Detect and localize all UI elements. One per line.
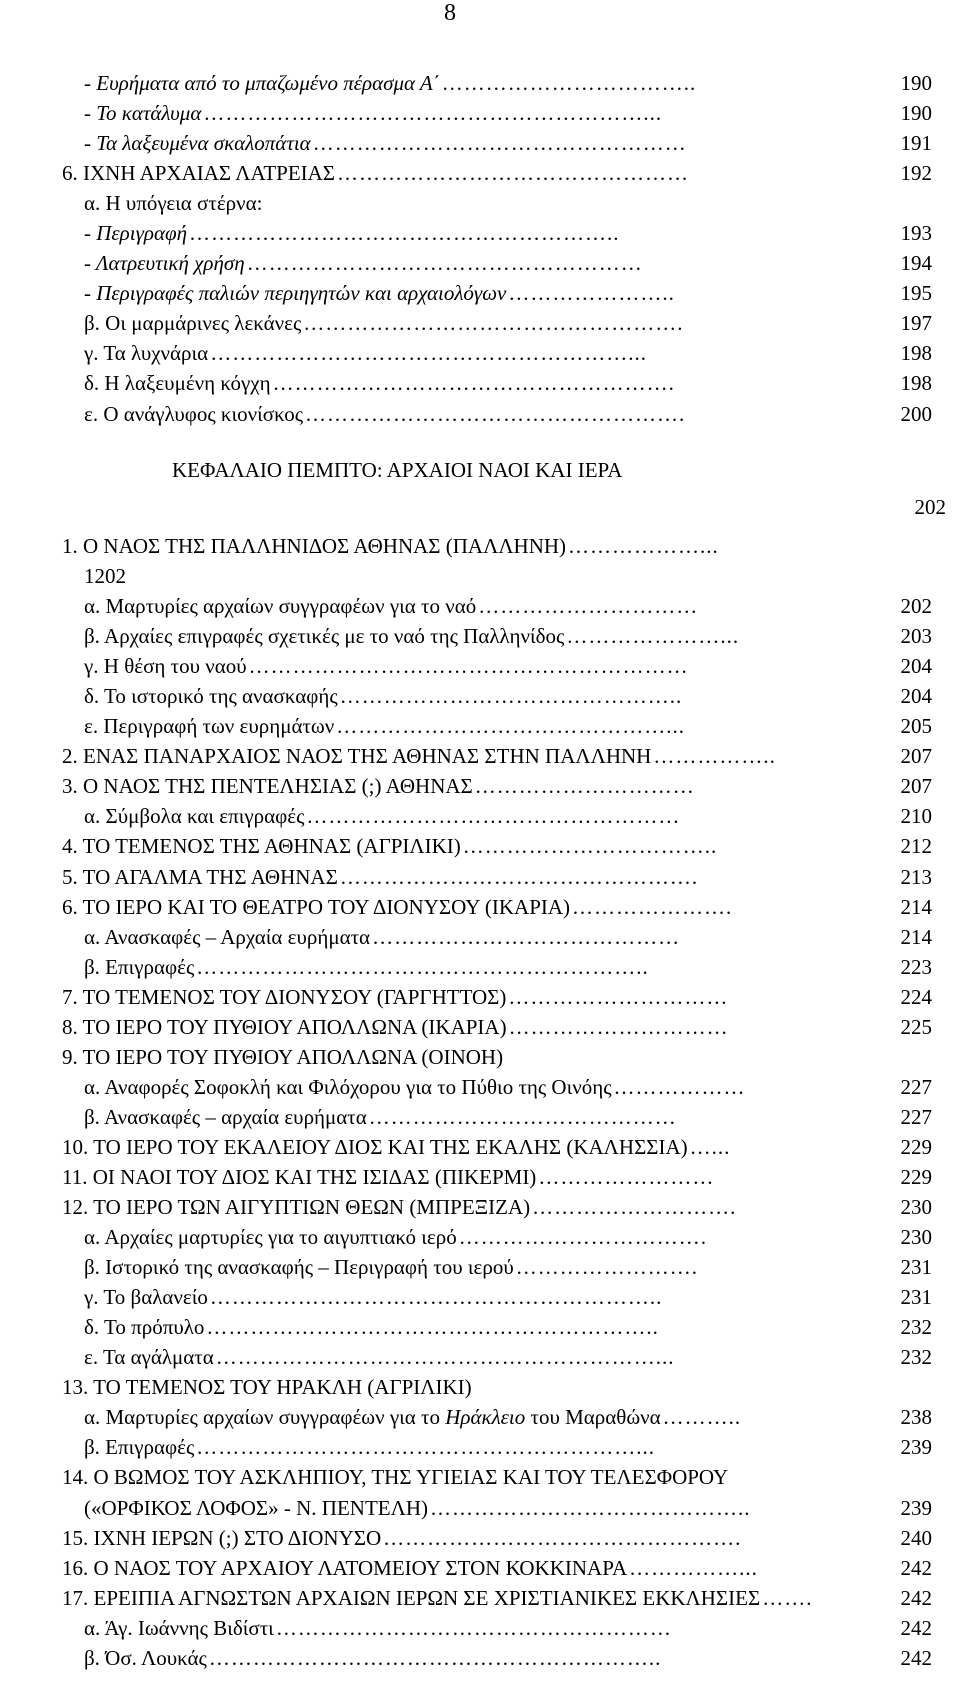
toc-leader: …………………………………………. [339,864,699,889]
toc-entry[interactable] [62,1523,932,1553]
toc-leader: …………………. [572,894,733,919]
toc-leader: ……………… [613,1074,746,1099]
toc-leader: ……………………………. [458,1225,707,1250]
toc-entry-title: β. Όσ. Λουκάς [84,1645,207,1670]
toc-leader: ……………………………………………. [305,401,686,426]
toc-entry[interactable] [62,98,932,128]
toc-entry[interactable] [62,248,932,278]
toc-entry-page: 232 [900,1345,932,1370]
toc-entry-title: β. Οι μαρμάρινες λεκάνες [84,311,302,336]
toc-leader: …………………………….. [441,71,697,95]
toc-leader: ……………………………………………… [275,1615,672,1640]
toc-entry-page: 242 [900,1585,932,1610]
toc-entry-page: 192 [900,161,932,186]
toc-entry-title: ε. Τα αγάλματα [84,1345,214,1370]
toc-list-2-body [62,591,932,1402]
toc-entry-page: 195 [900,281,932,306]
toc-entry[interactable] [62,651,932,681]
toc-entry-page: 240 [900,1525,932,1550]
toc-leader: …………………………………………………….. [208,1645,662,1670]
toc-entry[interactable] [62,1072,932,1102]
toc-leader: ………………………. [532,1195,737,1220]
toc-entry-title: 4. ΤΟ ΤΕΜΕΝΟΣ ΤΗΣ ΑΘΗΝΑΣ (ΑΓΡΙΛΙΚΙ) [62,834,461,859]
toc-entry-title: α. Μαρτυρίες αρχαίων συγγραφέων για το ναό [84,594,477,619]
toc-leader: …………………………….. [462,834,718,859]
toc-entry-title: 11. ΟΙ ΝΑΟΙ ΤΟΥ ΔΙΟΣ ΚΑΙ ΤΗΣ ΙΣΙΔΑΣ (ΠΙΚΕΡΜΙ) [62,1164,537,1189]
toc-leader: …………………………………………………….. [196,954,649,979]
toc-entry-page: 242 [900,1645,932,1670]
toc-entry[interactable] [62,188,932,218]
toc-entry-title: β. Επιγραφές [84,954,195,979]
toc-entry-page: 197 [900,311,932,336]
toc-entry[interactable] [62,1042,932,1072]
toc-leader: …………………………………………… [312,131,687,156]
toc-entry[interactable] [62,158,932,188]
chapter-page-number: 202 [914,495,946,519]
toc-leader: ……….. [662,1405,742,1430]
toc-leader: ………………………………………………. [272,371,675,396]
page-number: 8 [444,0,456,26]
toc-entry-title: γ. Τα λυχνάρια [84,341,209,366]
toc-entry-page: 190 [900,101,932,126]
toc-entry-page: 229 [900,1164,932,1189]
toc-leader: ………………………………………………….. [189,221,620,246]
toc-entry-title: - Λατρευτική χρήση [84,251,245,276]
toc-entry-page: 214 [900,924,932,949]
toc-leader: …………………………………………………….. [206,1315,659,1340]
toc-entry-title: 12. ΤΟ ΙΕΡΟ ΤΩΝ ΑΙΓΥΠΤΙΩΝ ΘΕΩΝ (ΜΠΡΕΞΙΖΑ) [62,1195,531,1220]
toc-leader: ………………………… [508,1014,729,1039]
toc-entry[interactable] [62,922,932,952]
toc-leader: ………………... [568,534,719,558]
toc-entry[interactable] [62,1432,932,1462]
toc-entry-page: 212 [900,834,932,859]
toc-entry-page: 223 [900,954,932,979]
toc-entry-page: 200 [900,401,932,426]
toc-leader: …... [689,1134,731,1159]
toc-entry-title: - Το κατάλυμα [84,101,202,126]
toc-entry-title: («ΟΡΦΙΚΟΣ ΛΟΦΟΣ» - Ν. ΠΕΝΤΕΛΗ) [84,1495,429,1520]
toc-entry-title: δ. Το πρόπυλο [84,1315,205,1340]
toc-entry[interactable] [62,68,932,98]
toc-entry-page: 225 [900,1014,932,1039]
toc-entry-page: 207 [900,774,932,799]
toc-entry[interactable] [62,1342,932,1372]
toc-list-3-body [62,1432,932,1672]
toc-entry[interactable] [62,338,932,368]
toc-entry[interactable] [62,831,932,861]
toc-entry[interactable] [62,1553,932,1583]
toc-leader: …………………………………… [372,924,681,949]
toc-leader: ………………………… [474,774,695,799]
toc-entry-title: α. Ανασκαφές – Αρχαία ευρήματα [84,924,371,949]
toc-entry[interactable] [62,1102,932,1132]
toc-entry-page: 190 [900,71,932,95]
toc-entry-title: - Ευρήματα από το μπαζωμένο πέρασμα Α΄ [84,71,440,95]
toc-entry-title: α. Άγ. Ιωάννης Βιδίστι [84,1615,274,1640]
toc-section-2 [62,531,932,1673]
toc-entry-title: 14. Ο ΒΩΜΟΣ ΤΟΥ ΑΣΚΛΗΠΙΟΥ, ΤΗΣ ΥΓΙΕΙΑΣ ΚΑΙ ΤΟΥ ΤΕΛΕΣΦΟΡΟΥ [62,1465,729,1490]
toc-entry-title: α. Αρχαίες μαρτυρίες για το αιγυπτιακό ιερό [84,1225,457,1250]
toc-entry-title: α. Σύμβολα και επιγραφές [84,804,305,829]
toc-entry-page: 213 [900,864,932,889]
toc-entry-page: 230 [900,1225,932,1250]
toc-leader: …………………... [566,624,740,649]
toc-entry-title: 6. ΙΧΝΗ ΑΡΧΑΙΑΣ ΛΑΤΡΕΙΑΣ [62,161,336,186]
toc-leader: …………………………………… [368,1104,677,1129]
toc-entry-page: 227 [900,1104,932,1129]
toc-entry[interactable] [62,862,932,892]
toc-leader: ……………... [629,1555,758,1580]
toc-entry-title: 1. Ο ΝΑΟΣ ΤΗΣ ΠΑΛΛΗΝΙΔΟΣ ΑΘΗΝΑΣ (ΠΑΛΛΗΝΗ) [62,534,567,558]
toc-entry-page: 205 [900,714,932,739]
toc-entry-title: 10. ΤΟ ΙΕΡΟ ΤΟΥ ΕΚΑΛΕΙΟΥ ΔΙΟΣ ΚΑΙ ΤΗΣ ΕΚΑΛΗΣ (ΚΑΛΗΣΣΙΑ) [62,1134,688,1159]
toc-entry[interactable] [62,741,932,771]
toc-entry-title: 13. ΤΟ ΤΕΜΕΝΟΣ ΤΟΥ ΗΡΑΚΛΗ (ΑΓΡΙΛΙΚΙ) [62,1375,472,1400]
toc-entry[interactable] [62,308,932,338]
toc-entry[interactable] [62,711,932,741]
toc-leader: ………………………… [508,984,729,1009]
toc-leader: …………………………………….. [430,1495,751,1520]
toc-entry-title: 15. ΙΧΝΗ ΙΕΡΩΝ (;) ΣΤΟ ΔΙΟΝΥΣΟ [62,1525,382,1550]
toc-entry-title: - Περιγραφές παλιών περιηγητών και αρχαιολόγων [84,281,507,306]
chapter-heading: ΚΕΦΑΛΑΙΟ ΠΕΜΠΤΟ: ΑΡΧΑΙΟΙ ΝΑΟΙ ΚΑΙ ΙΕΡΑ [172,458,623,482]
toc-entry[interactable] [62,1252,932,1282]
toc-entry[interactable] [62,399,932,429]
toc-section-1 [62,68,932,429]
toc-list-2 [62,531,932,1673]
toc-entry-page: 239 [900,1435,932,1460]
toc-entry-title: δ. Το ιστορικό της ανασκαφής [84,684,338,709]
toc-entry-page: 1202 [84,564,126,589]
toc-entry-page: 203 [900,624,932,649]
toc-entry-page: 232 [900,1315,932,1340]
toc-entry-title: 8. ΤΟ ΙΕΡΟ ΤΟΥ ΠΥΘΙΟΥ ΑΠΟΛΛΩΝΑ (ΙΚΑΡΙΑ) [62,1014,507,1039]
toc-entry-title: β. Ανασκαφές – αρχαία ευρήματα [84,1104,367,1129]
toc-entry-page: 224 [900,984,932,1009]
toc-entry[interactable] [62,982,932,1012]
toc-entry[interactable] [62,591,932,621]
toc-entry-page: 231 [900,1285,932,1310]
toc-entry-title: ε. Περιγραφή των ευρημάτων [84,714,335,739]
toc-entry[interactable] [62,278,932,308]
toc-entry-page: 207 [900,744,932,769]
toc-entry[interactable] [62,1462,932,1492]
toc-leader: ………………………………………... [336,714,685,739]
toc-entry-title: β. Αρχαίες επιγραφές σχετικές με το ναό της Παλληνίδος [84,624,565,649]
toc-entry-page: 229 [900,1134,932,1159]
toc-leader: …………………………………………………... [210,341,647,366]
toc-entry[interactable] [62,771,932,801]
toc-entry-title: γ. Η θέση του ναού [84,654,247,679]
toc-entry-page: 238 [900,1405,932,1430]
toc-leader: ……………………………………………………... [196,1435,656,1460]
toc-entry[interactable] [62,218,932,248]
toc-entry-title: 9. ΤΟ ΙΕΡΟ ΤΟΥ ΠΥΘΙΟΥ ΑΠΟΛΛΩΝΑ (ΟΙΝΟΗ) [62,1044,504,1069]
toc-entry-page: 210 [900,804,932,829]
toc-entry-page: 239 [900,1495,932,1520]
toc-entry-title: 3. Ο ΝΑΟΣ ΤΗΣ ΠΕΝΤΕΛΗΣΙΑΣ (;) ΑΘΗΝΑΣ [62,774,473,799]
toc-entry[interactable] [62,621,932,651]
toc-entry[interactable] [62,1312,932,1342]
toc-entry-page: 198 [900,341,932,366]
toc-leader: ……………………………………………… [246,251,643,276]
toc-leader: …………………………………………. [383,1525,742,1550]
toc-leader: ………………….. [508,281,675,306]
toc-entry-title: 7. ΤΟ ΤΕΜΕΝΟΣ ΤΟΥ ΔΙΟΝΥΣΟΥ (ΓΑΡΓΗΤΤΟΣ) [62,984,507,1009]
toc-leader: ………………………………………… [337,161,690,186]
toc-entry[interactable] [62,1192,932,1222]
toc-entry[interactable] [62,1132,932,1162]
toc-entry-page: 202 [900,594,932,619]
toc-entry[interactable] [62,531,932,561]
toc-entry-page: 194 [900,251,932,276]
toc-leader: ……. [762,1585,813,1610]
toc-leader: ……………………………………………………... [203,101,663,126]
toc-entry[interactable] [62,1402,932,1432]
toc-entry-title: β. Ιστορικό της ανασκαφής – Περιγραφή του ιερού [84,1255,514,1280]
toc-leader: ………………………… [478,594,699,619]
italic-term: Ηράκλειο [445,1405,526,1430]
toc-entry-title: δ. Η λαξευμένη κόγχη [84,371,271,396]
toc-entry[interactable] [62,1643,932,1673]
toc-entry[interactable] [62,1493,932,1523]
toc-entry[interactable] [62,1222,932,1252]
toc-entry-page: 198 [900,371,932,396]
toc-entry[interactable] [62,368,932,398]
toc-entry-title: ε. Ο ανάγλυφος κιονίσκος [84,401,304,426]
toc-leader: …………………………………………………….. [209,1285,663,1310]
toc-leader: …………………… [538,1164,715,1189]
toc-entry-title: 2. ΕΝΑΣ ΠΑΝΑΡΧΑΙΟΣ ΝΑΟΣ ΤΗΣ ΑΘΗΝΑΣ ΣΤΗΝ ΠΑΛΛΗΝΗ [62,744,652,769]
toc-entry-title: 6. ΤΟ ΙΕΡΟ ΚΑΙ ΤΟ ΘΕΑΤΡΟ ΤΟΥ ΔΙΟΝΥΣΟΥ (ΙΚΑΡΙΑ) [62,894,571,919]
toc-leader: …………….. [653,744,776,769]
toc-entry-title: - Τα λαξευμένα σκαλοπάτια [84,131,311,156]
toc-entry-title: α. Αναφορές Σοφοκλή και Φιλόχορου για το Πύθιο της Οινόης [84,1074,612,1099]
toc-entry[interactable] [62,1162,932,1192]
toc-leader: …………………………………………… [306,804,681,829]
toc-entry-title: γ. Το βαλανείο [84,1285,208,1310]
toc-entry-page: 227 [900,1074,932,1099]
toc-entry[interactable] [62,801,932,831]
toc-entry-page: 204 [900,684,932,709]
toc-entry-page: 204 [900,654,932,679]
toc-entry[interactable] [62,1613,932,1643]
toc-entry[interactable] [62,1583,932,1613]
toc-leader: …………………………………………………… [248,654,689,679]
toc-entry[interactable] [62,128,932,158]
toc-entry-title: β. Επιγραφές [84,1435,195,1460]
toc-entry[interactable] [62,1282,932,1312]
toc-entry-page: 193 [900,221,932,246]
toc-leader: ……………………. [515,1255,698,1280]
toc-leader: ……………………………………………. [303,311,684,336]
toc-entry-page: 191 [900,131,932,156]
toc-leader: ……………………………………………………... [215,1345,675,1370]
toc-entry-page: 214 [900,894,932,919]
toc-entry-title: - Περιγραφή [84,221,188,246]
toc-list-1 [62,68,932,429]
toc-leader: ……………………………………….. [339,684,683,709]
toc-entry-title: α. Μαρτυρίες αρχαίων συγγραφέων για το Ηράκλειο του Μαραθώνα [84,1405,661,1430]
toc-entry[interactable] [62,681,932,711]
toc-entry-title: 17. ΕΡΕΙΠΙΑ ΑΓΝΩΣΤΩΝ ΑΡΧΑΙΩΝ ΙΕΡΩΝ ΣΕ ΧΡΙΣΤΙΑΝΙΚΕΣ ΕΚΚΛΗΣΙΕΣ [62,1585,761,1610]
toc-entry-page: 230 [900,1195,932,1220]
toc-entry[interactable] [62,892,932,922]
toc-entry[interactable] [62,1372,932,1402]
toc-entry-title: 5. ΤΟ ΑΓΑΛΜΑ ΤΗΣ ΑΘΗΝΑΣ [62,864,338,889]
toc-entry-continuation [62,561,932,591]
toc-entry-page: 231 [900,1255,932,1280]
toc-entry[interactable] [62,952,932,982]
toc-entry-page: 242 [900,1555,932,1580]
toc-entry-page: 242 [900,1615,932,1640]
toc-entry-title: 16. Ο ΝΑΟΣ ΤΟΥ ΑΡΧΑΙΟΥ ΛΑΤΟΜΕΙΟΥ ΣΤΟΝ ΚΟΚΚΙΝΑΡΑ [62,1555,628,1580]
toc-entry-title: α. Η υπόγεια στέρνα: [84,191,263,216]
toc-entry[interactable] [62,1012,932,1042]
